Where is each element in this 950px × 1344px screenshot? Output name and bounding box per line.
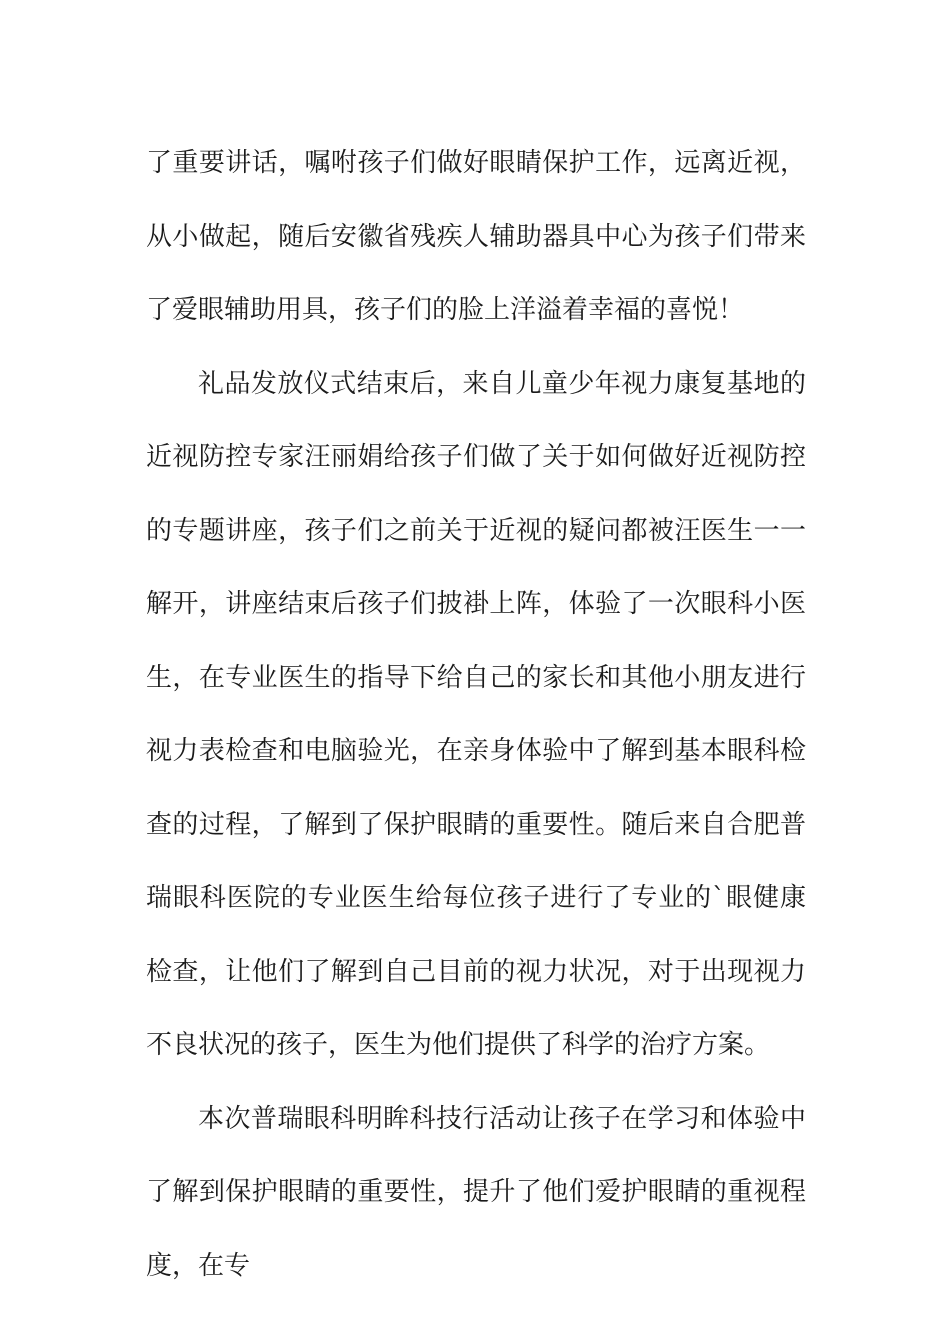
paragraph-continuation: 了重要讲话，嘱咐孩子们做好眼睛保护工作，远离近视，从小做起，随后安徽省残疾人辅助器具中心为孩子们带来了爱眼辅助用具，孩子们的脸上洋溢着幸福的喜悦！ [146,148,806,325]
document-body [146,127,806,1303]
paragraph-lecture: 礼品发放仪式结束后，来自儿童少年视力康复基地的近视防控专家汪丽娟给孩子们做了关于如何做好近视防控的专题讲座，孩子们之前关于近视的疑问都被汪医生一一解开，讲座结束后孩子们披褂上阵，体验了一次眼科小医生，在专业医生的指导下给自己的家长和其他小朋友进行视力表检查和电脑验光，在亲身体验中了解到基本眼科检查的过程，了解到了保护眼睛的重要性。随后来自合肥普瑞眼科医院的专业医生给每位孩子进行了专业的`眼健康检查，让他们了解到自己目前的视力状况，对于出现视力不良状况的孩子，医生为他们提供了科学的治疗方案。 [146,368,806,1060]
paragraph-summary: 本次普瑞眼科明眸科技行活动让孩子在学习和体验中了解到保护眼睛的重要性，提升了他们爱护眼睛的重视程度，在专 [146,1103,806,1281]
